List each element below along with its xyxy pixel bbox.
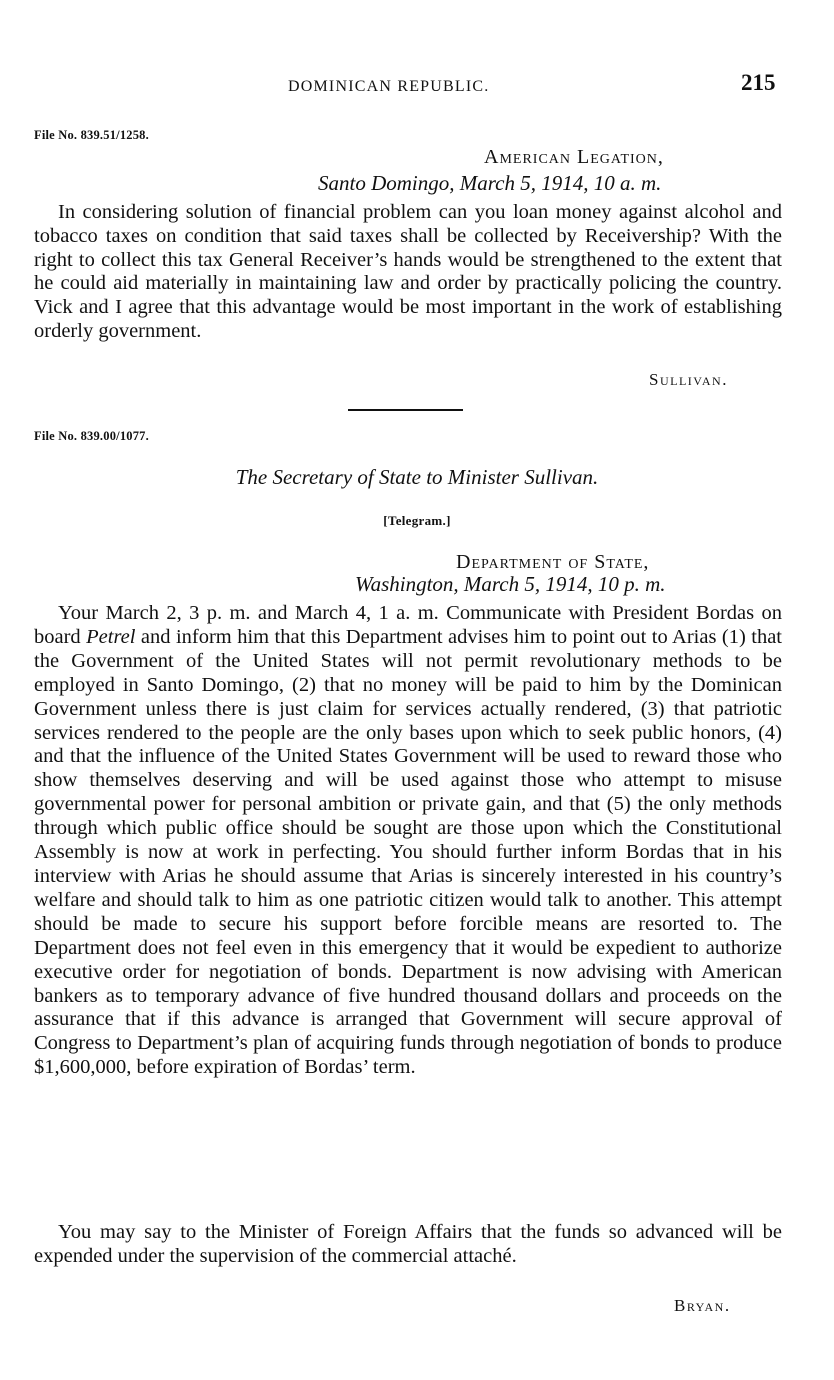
ship-name: Petrel <box>86 625 136 648</box>
body-text: and inform him that this Department advises him to point out to Arias (1) that the Government of the United States will not permit revolutionary methods to be employed in Santo Domingo, (2) that no money will be paid to him by the Dominican Government unless there is just claim for services actually rendered, (3) that patriotic services rendered to the people are the only bases upon which to seek public honors, (4) and that the influence of the United States Government will be used to reward those who show themselves deserving and will be used against those who attempt to misuse governmental power for personal ambition or private gain, and that (5) the only methods through which public office should be sought are those upon which the Constitutional Assembly is now at work in perfecting. You should further inform Bordas that in his interview with Arias he should assume that Arias is sincerely interested in his country’s welfare and should talk to him as one patriotic citizen would talk to another. This attempt should be made to secure his support before forcible means are resorted to. The Department does not feel even in this emergency that it would be expedient to authorize executive order for negotiation of bonds. Department is now advising with American bankers as to temporary advance of five hundred thousand dollars and proceeds on the assurance that if this advance is arranged that Government will secure approval of Congress to Department’s plan of acquiring funds through negotiation of bonds to produce $1,600,000, before expiration of Bordas’ term. <box>34 625 782 1079</box>
page-number: 215 <box>741 70 776 95</box>
dateline: Santo Domingo, March 5, 1914, 10 a. m. <box>318 171 662 195</box>
file-number: File No. 839.51/1258. <box>34 128 149 142</box>
running-head: DOMINICAN REPUBLIC. <box>288 78 490 95</box>
document-title: The Secretary of State to Minister Sullivan. <box>235 465 599 489</box>
body-text: Your March 2, 3 p. m. and March 4, 1 a. m. Communicate with President Bordas on board <box>34 602 782 648</box>
message-body: In considering solution of financial problem can you loan money against alcohol and tobacco taxes on condition that said taxes shall be collected by Receivership? With the right to collect this tax General Receiver’s hands would be strengthened to the extent that he could aid materially in maintaining law and order by practically policing the country. Vick and I agree that this advantage would be most important in the work of establishing orderly government. <box>34 201 782 342</box>
message-body: You may say to the Minister of Foreign Affairs that the funds so advanced will be expended under the supervision of the commercial attaché. <box>34 1221 782 1267</box>
section-divider <box>348 409 463 411</box>
telegram-label: [Telegram.] <box>383 513 451 528</box>
dateline: Washington, March 5, 1914, 10 p. m. <box>355 572 666 596</box>
signature: Bryan. <box>674 1296 731 1315</box>
file-number: File No. 839.00/1077. <box>34 429 149 443</box>
sender-heading: American Legation, <box>484 146 664 168</box>
sender-heading: Department of State, <box>456 551 650 573</box>
signature: Sullivan. <box>649 370 728 389</box>
message-body <box>34 602 782 1080</box>
